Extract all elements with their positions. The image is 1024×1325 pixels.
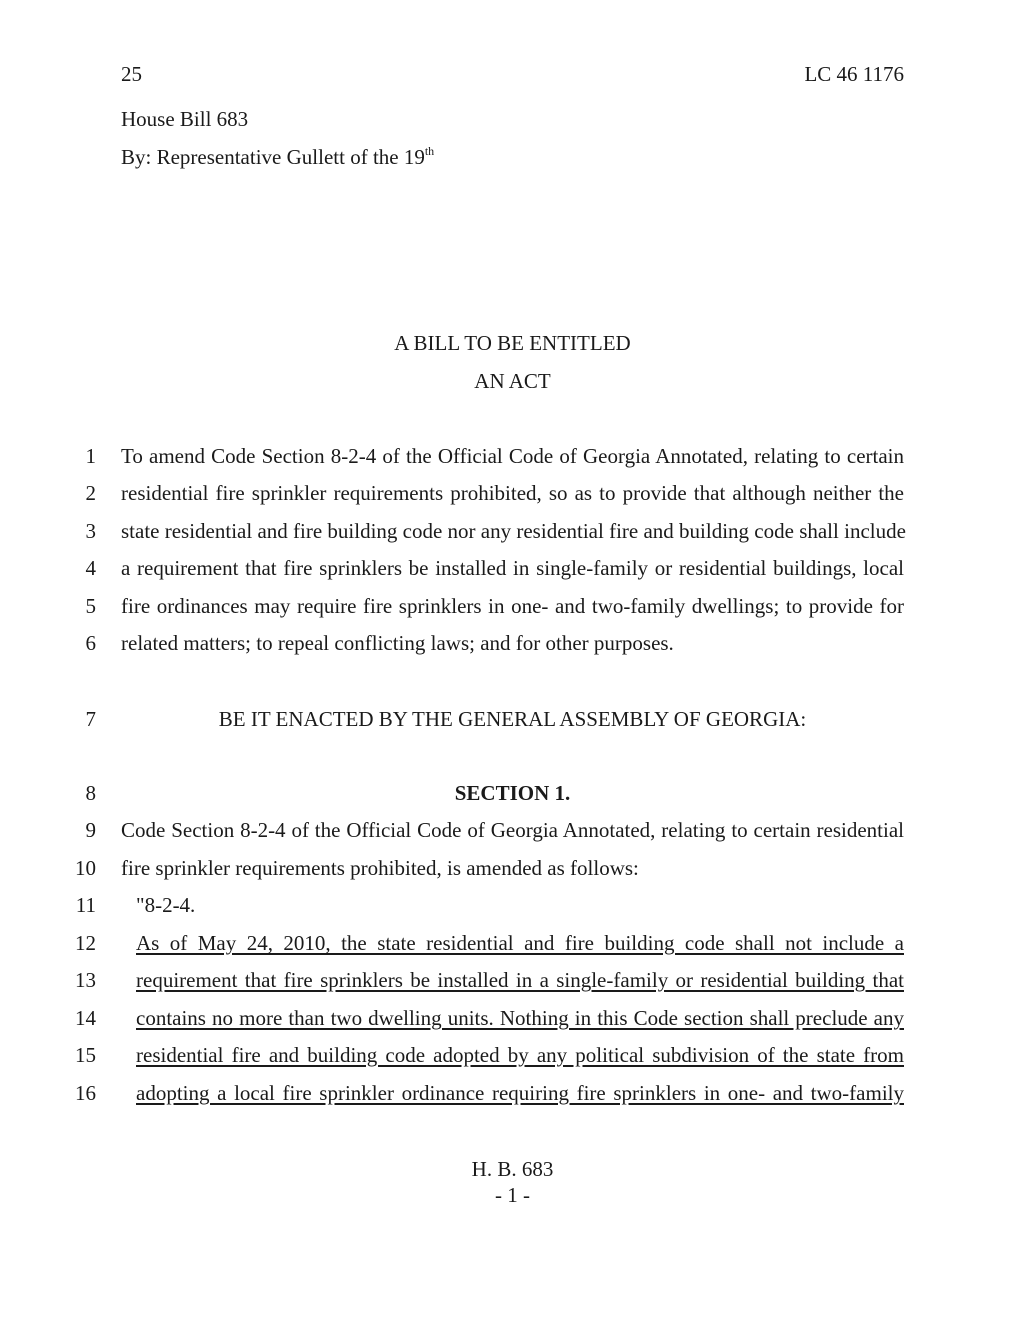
numbered-line-13 [60,966,904,994]
line-number: 16 [75,1081,96,1105]
sponsor-ordinal-suffix: th [424,144,435,158]
numbered-line-1 [60,442,904,470]
sponsor-line [121,144,434,173]
title-line-1: A BILL TO BE ENTITLED [394,331,631,355]
inserted-text: residential fire and building code adopted by any political subdivision of the state from [136,1043,904,1067]
line-number: 9 [85,818,96,842]
inserted-text: As of May 24, 2010, the state residential and fire building code shall not include a [136,931,904,955]
line-text: fire ordinances may require fire sprinklers in one- and two-family dwellings; to provide for [121,594,904,618]
line-number: 3 [85,519,96,543]
line-number: 6 [85,631,96,655]
numbered-line-14 [60,1004,904,1032]
enacting-clause: BE IT ENACTED BY THE GENERAL ASSEMBLY OF GEORGIA: [218,707,807,731]
line-number: 7 [85,707,96,731]
line-number: 5 [85,594,96,618]
footer-page-number: - 1 - [495,1183,530,1207]
line-text: Code Section 8-2-4 of the Official Code of Georgia Annotated, relating to certain residential [121,818,904,842]
lc-code: LC 46 1176 [804,62,904,86]
inserted-text: requirement that fire sprinklers be installed in a single-family or residential building that [136,968,904,992]
numbered-line-9 [60,816,904,844]
line-text: related matters; to repeal conflicting laws; and for other purposes. [121,631,674,655]
line-text: a requirement that fire sprinklers be installed in single-family or residential buildings, local [121,556,904,580]
numbered-line-11 [60,891,904,919]
line-number: 1 [85,444,96,468]
inserted-text: contains no more than two dwelling units. Nothing in this Code section shall preclude any [136,1006,904,1030]
numbered-line-6 [60,629,904,657]
numbered-line-15 [60,1041,904,1069]
numbered-line-8 [60,779,904,807]
numbered-line-12 [60,929,904,957]
line-text: state residential and fire building code nor any residential fire and building code shall include [121,519,906,543]
line-text: fire sprinkler requirements prohibited, is amended as follows: [121,856,639,880]
line-number: 14 [75,1006,96,1030]
footer-bill-reference: H. B. 683 [471,1157,554,1181]
line-number: 4 [85,556,96,580]
numbered-line-16 [60,1079,904,1107]
line-number: 12 [75,931,96,955]
line-number: 2 [85,481,96,505]
bill-name: House Bill 683 [121,107,249,131]
sponsor-text: By: Representative Gullett of the 19 [121,145,425,169]
line-number: 11 [75,893,96,917]
numbered-line-3 [60,517,904,545]
page-reference: 25 [121,62,142,86]
numbered-line-4 [60,554,904,582]
line-text: residential fire sprinkler requirements prohibited, so as to provide that although neither the [121,481,904,505]
numbered-line-10 [60,854,904,882]
section-heading: SECTION 1. [454,781,571,805]
numbered-line-7 [60,705,904,733]
line-number: 10 [75,856,96,880]
line-number: 15 [75,1043,96,1067]
inserted-text: adopting a local fire sprinkler ordinance requiring fire sprinklers in one- and two-family [136,1081,904,1105]
numbered-line-5 [60,592,904,620]
line-text: To amend Code Section 8-2-4 of the Official Code of Georgia Annotated, relating to certain [121,444,904,468]
line-number: 13 [75,968,96,992]
line-number: 8 [85,781,96,805]
code-section-number: "8-2-4. [136,893,196,917]
numbered-line-2 [60,479,904,507]
title-line-2: AN ACT [474,369,551,393]
